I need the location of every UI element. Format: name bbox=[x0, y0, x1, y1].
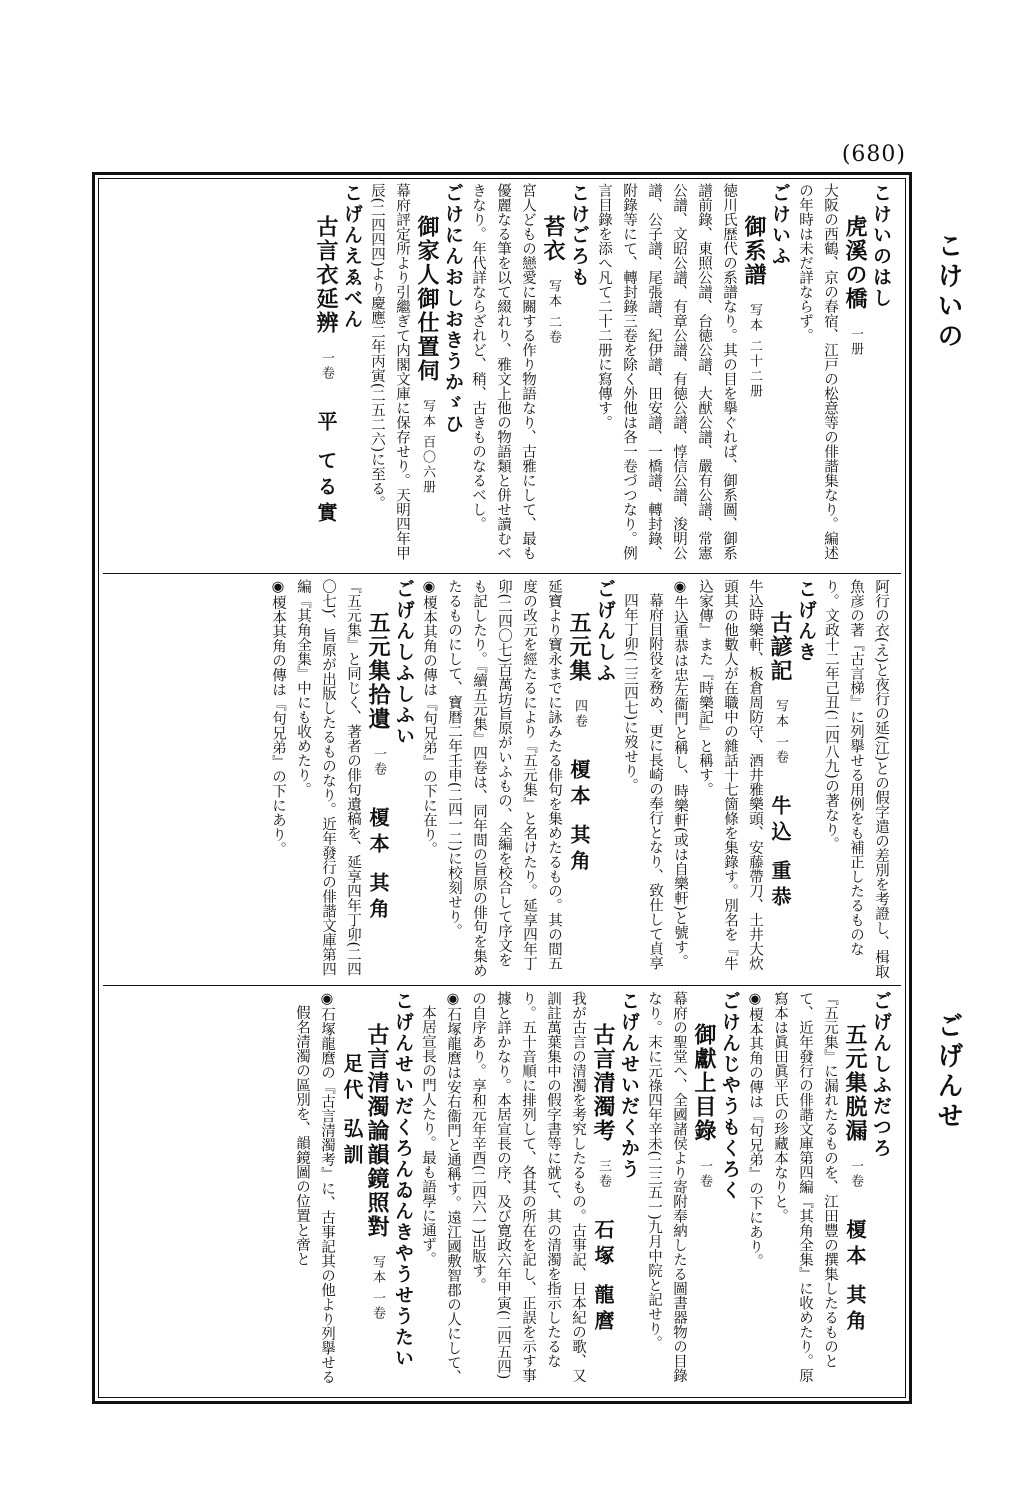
entry-title: 五元集脱漏 bbox=[842, 1023, 868, 1143]
entry-title: 虎溪の橋 bbox=[842, 215, 868, 311]
entry-title: 古諺記 bbox=[767, 611, 793, 683]
entry-title-line bbox=[414, 183, 440, 569]
entry-title: 御獻上目錄 bbox=[691, 1023, 717, 1143]
entry-note: ◉石塚龍麿の『古言清濁考』に、古事記其の他より列擧せる假名清濁の區別を、韻鏡圖の位置と啻と bbox=[294, 991, 335, 1384]
entry-kana-heading: ごげんしふしふい bbox=[393, 579, 415, 747]
tier-2 bbox=[103, 579, 901, 981]
entry-title: 五元集 bbox=[566, 611, 592, 683]
entry-body: 牛込時樂軒、板倉周防守、酒井雅樂頭、安藤帶刀、土井大炊頭其の他數人が在職中の雜話十七箇條を集錄す。別名を『牛込家傳』また『時樂記』と稱す。 bbox=[697, 579, 763, 971]
side-header-bottom: ごげんせ bbox=[933, 1012, 963, 1132]
entry-title-line bbox=[842, 183, 868, 569]
entry-volumes: 一卷 bbox=[319, 351, 334, 381]
entry-kana-heading: こげんせいだくろんゐんきやうせうたい bbox=[392, 991, 414, 1369]
entry-kana-heading: ごけいふ bbox=[769, 183, 791, 267]
entry-kana-heading: こげんえゑべん bbox=[341, 183, 363, 330]
entry-note: ◉榎本其角の傳は『句兄弟』の下にあり。 bbox=[747, 991, 763, 1268]
entry-title: 古言清濁考 bbox=[590, 1023, 616, 1143]
entry-body: 阿行の衣(え)と夜行の延(江)との假字遣の差別を考證し、楫取魚彦の著『古言梯』に列擧せる用例をも補正したるものなり。文政十二年己丑(二四八九)の著なり。 bbox=[823, 579, 889, 979]
tier-divider bbox=[103, 573, 901, 574]
entry-volumes: 一卷 bbox=[371, 747, 386, 777]
entry-volumes: 一册 bbox=[848, 327, 863, 357]
entry-title-line bbox=[339, 991, 390, 1393]
entry-title-line bbox=[691, 991, 717, 1393]
page-frame bbox=[92, 172, 912, 1404]
entry-kana-heading: こけごろも bbox=[568, 183, 590, 288]
entry-volumes: 四卷 bbox=[572, 699, 587, 729]
page-number: (680) bbox=[841, 142, 906, 167]
entry-body: 我が古言の清濁を考究したるもの。古事記、日本紀の歌、又訓註萬葉集中の假字書等に就て、其の清濁を指示したるなり。五十音順に排列して、各其の所在を記し、正誤を示す事據と詳かなり。本居宣長の序、及び寛政六年甲寅(二四五四)の自序あり。享和元年辛酉(二四六一)出版す。 bbox=[470, 991, 586, 1383]
entry-volumes: 写本 二卷 bbox=[546, 279, 561, 346]
entry-note: ◉石塚龍麿は安右衞門と通稱す。遠江國敷智郡の人にして、本居宣長の門人たり。最も語學に通ず。 bbox=[420, 991, 461, 1384]
entry-note: ◉榎本其角の傳は『句兄弟』の下にあり。 bbox=[270, 579, 286, 856]
side-header-top: こけいの bbox=[933, 232, 963, 352]
entry-body: 幕府の聖堂へ、全國諸侯より寄附奉納したる圖書器物の目錄なり。末に元祿四年辛未(二三五一)九月中院と記せり。 bbox=[646, 991, 687, 1383]
tier-1 bbox=[103, 183, 901, 569]
entry-kana-heading: ごけんじやうもくろく bbox=[719, 991, 741, 1201]
entry-title-line bbox=[842, 991, 868, 1393]
entry-body: 徳川氏歴代の系譜なり。其の目を擧ぐれば、御系圖、御系譜前錄、東照公譜、台徳公譜、大猷公譜、嚴有公譜、常憲公譜、文昭公譜、有章公譜、有徳公譜、惇信公譜、浚明公譜、公子譜、尾張譜、紀伊譜、田安譜、一橋譜、轉封錄、附錄等にて、轉封錄三卷を除く外他は各一卷づつなり。例言目錄を添へ凡て二十二册に寫傳す。 bbox=[596, 183, 737, 560]
entry-title-line bbox=[313, 183, 339, 569]
entry-author: 平 てる實 bbox=[314, 411, 338, 528]
entry-title: 苔衣 bbox=[540, 215, 566, 263]
entry-title: 古言清濁論韻鏡照對 bbox=[364, 1023, 390, 1239]
entry-title-line bbox=[540, 183, 566, 569]
entry-author: 榎本 其角 bbox=[366, 807, 390, 924]
entry-title-line bbox=[767, 579, 793, 981]
entry-body: 『五元集』と同じく、著者の俳句遺稿を、延享四年丁卯(二四〇七)、旨原が出版したるものなり。近年發行の俳諧文庫第四編『其角全集』中にも收めたり。 bbox=[295, 579, 361, 977]
entry-title: 御家人御仕置伺 bbox=[414, 215, 440, 383]
entry-title-line bbox=[590, 991, 616, 1393]
entry-body: 幕府評定所より引繼ぎて内閣文庫に保存せり。天明四年甲辰(二四四四)より慶應二年丙寅(二五二六)に至る。 bbox=[369, 183, 410, 560]
entry-author: 足代 弘訓 bbox=[340, 1053, 364, 1170]
entry-volumes: 写本 一卷 bbox=[370, 1255, 385, 1322]
entry-title: 五元集拾遺 bbox=[365, 611, 391, 731]
entry-kana-heading: ごげんしふだつろ bbox=[870, 991, 892, 1159]
entry-title-line bbox=[365, 579, 391, 981]
entry-note: ◉榎本其角の傳は『句兄弟』の下に在り。 bbox=[421, 579, 437, 856]
entry-kana-heading: ごげんしふ bbox=[594, 579, 616, 684]
entry-note: ◉牛込重恭は忠左衞門と稱し、時樂軒(或は自樂軒)と號す。幕府目附役を務め、更に長崎の奉行となり、致仕して貞享四年丁卯(二三四七)に歿せり。 bbox=[622, 579, 688, 970]
entry-author: 牛込 重恭 bbox=[768, 795, 792, 913]
entry-volumes: 一卷 bbox=[697, 1159, 712, 1189]
entry-title-line bbox=[566, 579, 592, 981]
entry-volumes: 三卷 bbox=[596, 1159, 611, 1189]
entry-body: 大阪の西鶴、京の春宿、江戸の松意等の俳諧集なり。編述の年時は未だ詳ならず。 bbox=[797, 183, 838, 560]
entry-volumes: 写本 二十二册 bbox=[747, 303, 762, 400]
entry-body: 延寶より寶永までに詠みたる俳句を集めたるもの。其の間五度の改元を經たるにより『五元集』と名けたり。延享四年丁卯(二四〇七)百萬坊旨原がいふもの、全編を校合して序文をも記したり。『續五元集』四卷は、同年間の旨原の俳句を集めたるものにして、寶暦二年壬申(二四一二)に校刻せり。 bbox=[446, 579, 562, 978]
entry-author: 榎本 其角 bbox=[843, 1219, 867, 1336]
entry-volumes: 写本 百〇六册 bbox=[420, 399, 435, 496]
entry-volumes: 一卷 bbox=[848, 1159, 863, 1189]
entry-kana-heading: こげんき bbox=[795, 579, 817, 663]
entry-body: 『五元集』に漏れたるものを、江田豐の撰集したるものとて、近年發行の俳諧文庫第四編『其角全集』に收めたり。原寫本は眞田眞平氏の珍藏本なりと。 bbox=[772, 991, 838, 1383]
entry-author: 石塚 龍麿 bbox=[591, 1219, 615, 1336]
tier-3 bbox=[103, 991, 901, 1393]
entry-kana-heading: こけいのはし bbox=[870, 183, 892, 309]
entry-body: 宮人どもの戀愛に關する作り物語なり、古雅にして、最も優麗なる筆を以て綴れり、雅文上他の物語類と併せ讀むべきなり。年代詳ならざれど、稍、古きものなるべし。 bbox=[470, 183, 536, 560]
entry-title-line bbox=[741, 183, 767, 569]
entry-title: 古言衣延辨 bbox=[313, 215, 339, 335]
entry-volumes: 写本 一卷 bbox=[773, 699, 788, 766]
entry-kana-heading: ごけにんおしおきうかゞひ bbox=[442, 183, 464, 435]
entry-author: 榎本 其角 bbox=[567, 759, 591, 876]
entry-title: 御系譜 bbox=[741, 215, 767, 287]
entry-kana-heading: こげんせいだくかう bbox=[618, 991, 640, 1180]
tier-divider bbox=[103, 985, 901, 986]
